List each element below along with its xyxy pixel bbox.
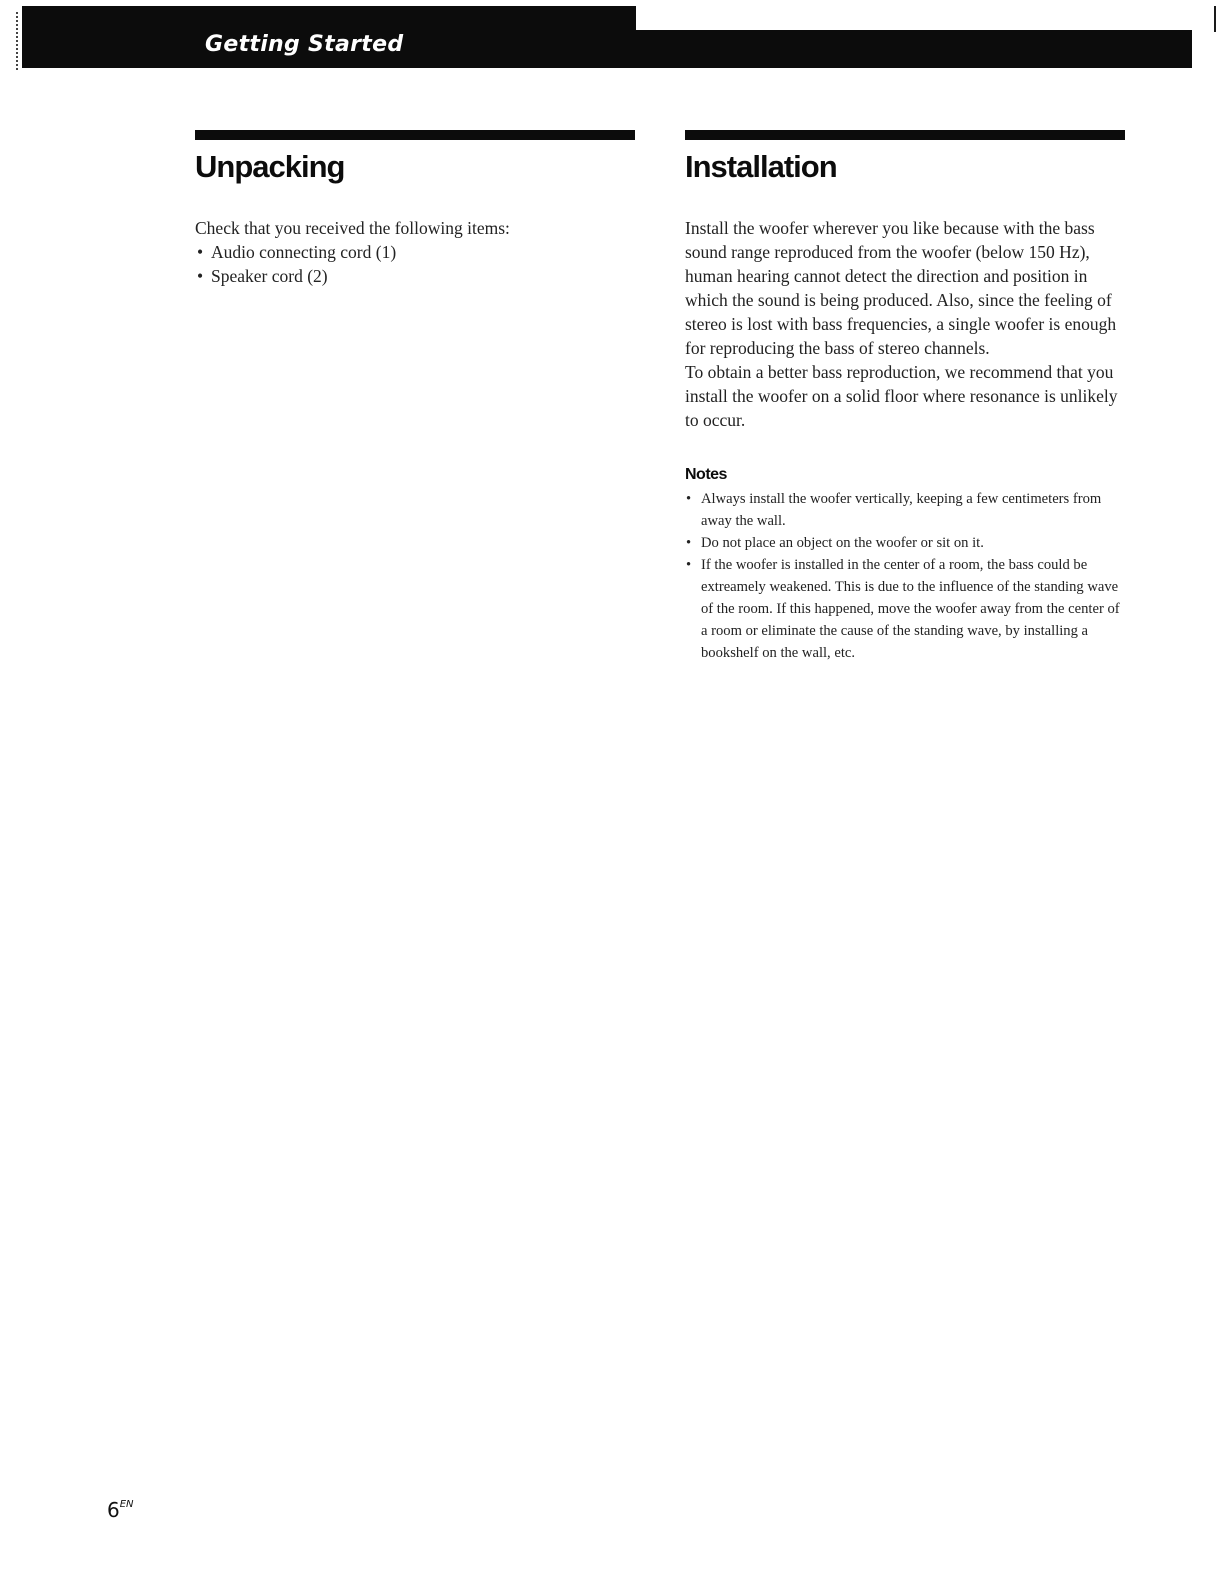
- note-item: • Do not place an object on the woofer or sit on it.: [685, 532, 1125, 554]
- list-item: • Audio connecting cord (1): [195, 240, 635, 264]
- page-number: [107, 1498, 134, 1522]
- header-band-extension: [636, 30, 1192, 68]
- installation-body: [685, 216, 1125, 664]
- installation-heading: Installation: [685, 149, 837, 184]
- note-item: • Always install the woofer vertically, keeping a few centimeters from away the wall.: [685, 488, 1125, 532]
- list-item: • Speaker cord (2): [195, 264, 635, 288]
- section-rule: [685, 130, 1125, 140]
- unpacking-section: [195, 130, 635, 288]
- unpacking-intro: Check that you received the following items:: [195, 218, 510, 238]
- unpacking-body: [195, 216, 635, 288]
- note-item: • If the woofer is installed in the center of a room, the bass could be extreamely weakened. This is due to the influence of the standing wave of the room. If this happened, move the woofer away from the center of a room or eliminate the cause of the standing wave, by installing a bookshelf on the wall, etc.: [685, 554, 1125, 664]
- scan-edge-marks: [16, 12, 21, 70]
- chapter-title: Getting Started: [205, 32, 404, 57]
- page-number-value: 6: [107, 1498, 120, 1522]
- unpacking-heading: Unpacking: [195, 149, 345, 184]
- notes-heading: Notes: [685, 466, 727, 483]
- unpacking-item-list: [195, 240, 635, 288]
- installation-paragraph: To obtain a better bass reproduction, we recommend that you install the woofer on a solid floor where resonance is unlikely to occur.: [685, 362, 1118, 430]
- section-rule: [195, 130, 635, 140]
- page-language-suffix: EN: [119, 1499, 134, 1511]
- installation-section: [685, 130, 1125, 664]
- installation-paragraph: Install the woofer wherever you like because with the bass sound range reproduced from the woofer (below 150 Hz), human hearing cannot detect the direction and position in which the sound is being produced. Also, since the feeling of stereo is lost with bass frequencies, a single woofer is enough for reproducing the bass of stereo channels.: [685, 218, 1117, 358]
- scan-edge-line: [1214, 6, 1216, 32]
- notes-list: [685, 488, 1125, 664]
